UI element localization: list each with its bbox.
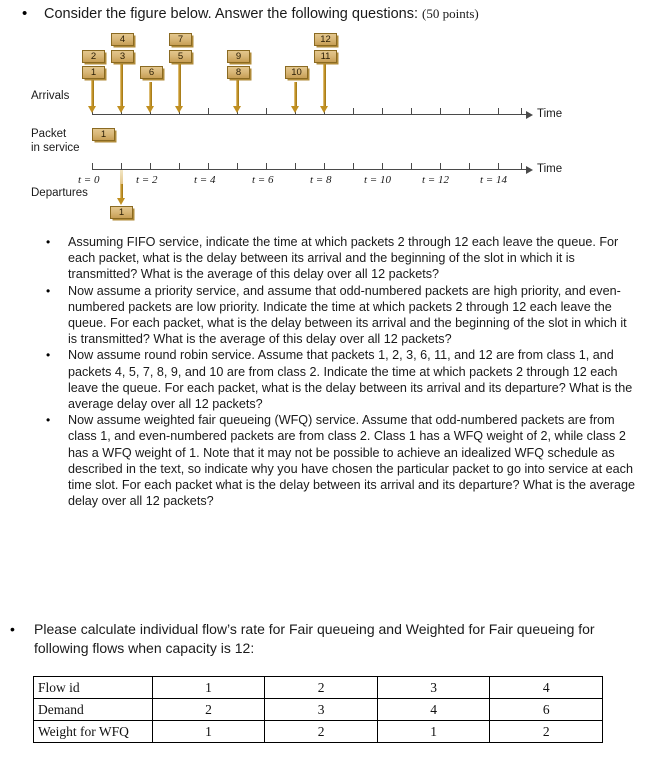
packet-box-4: 4	[111, 33, 134, 46]
arrival-stem-t7	[294, 82, 297, 108]
time-label-t10: t = 10	[364, 174, 391, 186]
arrivals-tick-6	[266, 108, 267, 115]
departures-tick-3	[179, 163, 180, 170]
table-cell-flow-id-4: 4	[490, 677, 603, 699]
packet-in-service-box-1: 1	[92, 128, 115, 141]
final-bullet-row	[10, 620, 630, 658]
departures-tick-8	[324, 163, 325, 170]
departures-label: Departures	[31, 187, 88, 199]
departures-tick-2	[150, 163, 151, 170]
table-cell-demand-1: 2	[152, 699, 265, 721]
packet-box-8: 8	[227, 66, 250, 79]
question-item-wfq	[46, 412, 638, 509]
table-cell-weight-2: 2	[265, 721, 378, 743]
table-cell-weight-3: 1	[377, 721, 490, 743]
departures-tick-10	[382, 163, 383, 170]
time-label-t12: t = 12	[422, 174, 449, 186]
question-text-wfq: Now assume weighted fair queueing (WFQ) service. Assume that odd-numbered packets are from class 1, and even-numbered packets are from class 2. Class 1 has a WFQ weight of 2, while class 2 has a WFQ weight of 1. Note that it may not be possible to achieve an idealized WFQ schedule as described in the text, so indicate why you have chosen the particular packet to go into service at each time slot. For each packet what is the delay between its arrival and its departure? What is the average delay over all 12 packets?	[68, 413, 636, 509]
departure-packet-box-1: 1	[110, 206, 133, 219]
time-label-t2: t = 2	[136, 174, 158, 186]
arrivals-label: Arrivals	[31, 90, 70, 102]
question-item-round-robin	[46, 347, 638, 412]
departures-tick-13	[469, 163, 470, 170]
arrivals-tick-9	[353, 108, 354, 115]
arrivals-tick-12	[440, 108, 441, 115]
table-row-flow-id	[34, 677, 603, 699]
packet-box-9: 9	[227, 50, 250, 63]
headline-text	[44, 4, 622, 24]
question-list	[46, 234, 638, 509]
table-cell-demand-4: 6	[490, 699, 603, 721]
time-label-t0: t = 0	[78, 174, 100, 186]
packet-box-1: 1	[82, 66, 105, 79]
headline-bullet-row	[22, 4, 622, 24]
bullet-icon: •	[10, 621, 15, 637]
table-header-weight-wfq: Weight for WFQ	[34, 721, 153, 743]
time-label-t6: t = 6	[252, 174, 274, 186]
departures-tick-6	[266, 163, 267, 170]
final-bullet-text: Please calculate individual flow’s rate for Fair queueing and Weighted for Fair queueing for following flows when capacity is 12:	[34, 621, 595, 656]
time-label-t8: t = 8	[310, 174, 332, 186]
departures-tick-1	[121, 163, 122, 170]
packet-box-5: 5	[169, 50, 192, 63]
question-text-round-robin: Now assume round robin service. Assume that packets 1, 2, 3, 6, 11, and 12 are from class 1, and packets 4, 5, 7, 8, 9, and 10 are from class 2. Indicate the time at which packets 2 through 12 each leave the queue. For each packet, what is the delay between its arrival and its departure? What is the average delay over all 12 packets?	[68, 348, 633, 412]
packet-box-2: 2	[82, 50, 105, 63]
bullet-icon: •	[46, 283, 51, 298]
bullet-icon: •	[22, 5, 28, 22]
departures-tick-9	[353, 163, 354, 170]
departures-axis-arrowhead	[526, 166, 533, 174]
departures-tick-15	[521, 163, 522, 170]
arrivals-tick-15	[521, 108, 522, 115]
headline-main-text: Consider the figure below. Answer the following questions:	[44, 6, 418, 22]
departure-arrowhead-t1	[117, 198, 125, 205]
question-text-priority: Now assume a priority service, and assume that odd-numbered packets are high priority, and even-numbered packets are low priority. Indicate the time at which packets 2 through 12 each leave the queue. For each packet, what is the delay between its arrival and the beginning of the slot in which it is transmitted? What is the average of this delay over all 12 packets?	[68, 283, 627, 347]
table-cell-weight-4: 2	[490, 721, 603, 743]
bullet-icon: •	[46, 348, 51, 363]
arrivals-axis-time-label: Time	[537, 108, 563, 120]
arrival-arrowhead-t0	[88, 106, 96, 113]
table-row-weight-wfq	[34, 721, 603, 743]
arrival-arrowhead-t7	[291, 106, 299, 113]
departures-tick-12	[440, 163, 441, 170]
packet-box-3: 3	[111, 50, 134, 63]
arrivals-tick-4	[208, 108, 209, 115]
departures-tick-0	[92, 163, 93, 170]
arrivals-tick-13	[469, 108, 470, 115]
departures-axis-line	[92, 169, 526, 170]
arrival-arrowhead-t5	[233, 106, 241, 113]
time-label-t14: t = 14	[480, 174, 507, 186]
question-item-fifo	[46, 234, 638, 283]
table-cell-weight-1: 1	[152, 721, 265, 743]
question-item-priority	[46, 283, 638, 348]
arrival-arrowhead-t3	[175, 106, 183, 113]
bullet-icon: •	[46, 413, 51, 428]
table-cell-demand-3: 4	[377, 699, 490, 721]
departures-tick-11	[411, 163, 412, 170]
departures-tick-14	[498, 163, 499, 170]
packet-in-service-label-line2: in service	[31, 142, 80, 154]
departures-tick-7	[295, 163, 296, 170]
table-header-demand: Demand	[34, 699, 153, 721]
packet-box-10: 10	[285, 66, 308, 79]
departures-axis-time-label: Time	[537, 163, 563, 175]
flow-table	[33, 676, 603, 743]
arrivals-tick-11	[411, 108, 412, 115]
arrivals-axis-line	[92, 114, 526, 115]
packet-box-6: 6	[140, 66, 163, 79]
table-cell-flow-id-1: 1	[152, 677, 265, 699]
departures-tick-5	[237, 163, 238, 170]
arrivals-axis-arrowhead	[526, 111, 533, 119]
arrival-arrowhead-t8	[320, 106, 328, 113]
table-cell-flow-id-3: 3	[377, 677, 490, 699]
packet-box-12: 12	[314, 33, 337, 46]
table-row-demand	[34, 699, 603, 721]
arrivals-tick-14	[498, 108, 499, 115]
arrivals-tick-10	[382, 108, 383, 115]
queue-timing-figure	[0, 24, 650, 236]
table-header-flow-id: Flow id	[34, 677, 153, 699]
table-cell-demand-2: 3	[265, 699, 378, 721]
arrival-arrowhead-t1	[117, 106, 125, 113]
packet-box-11: 11	[314, 50, 337, 63]
departures-tick-4	[208, 163, 209, 170]
packet-in-service-label-line1: Packet	[31, 128, 67, 140]
arrival-arrowhead-t2	[146, 106, 154, 113]
bullet-icon: •	[46, 235, 51, 249]
headline-points: (50 points)	[422, 6, 479, 21]
packet-box-7: 7	[169, 33, 192, 46]
arrival-stem-t2	[149, 82, 152, 108]
time-label-t4: t = 4	[194, 174, 216, 186]
question-text-fifo: Assuming FIFO service, indicate the time at which packets 2 through 12 each leave the queue. For each packet, what is the delay between its arrival and the beginning of the slot in which it is transmitted? What is the average of this delay over all 12 packets?	[68, 235, 619, 282]
table-cell-flow-id-2: 2	[265, 677, 378, 699]
